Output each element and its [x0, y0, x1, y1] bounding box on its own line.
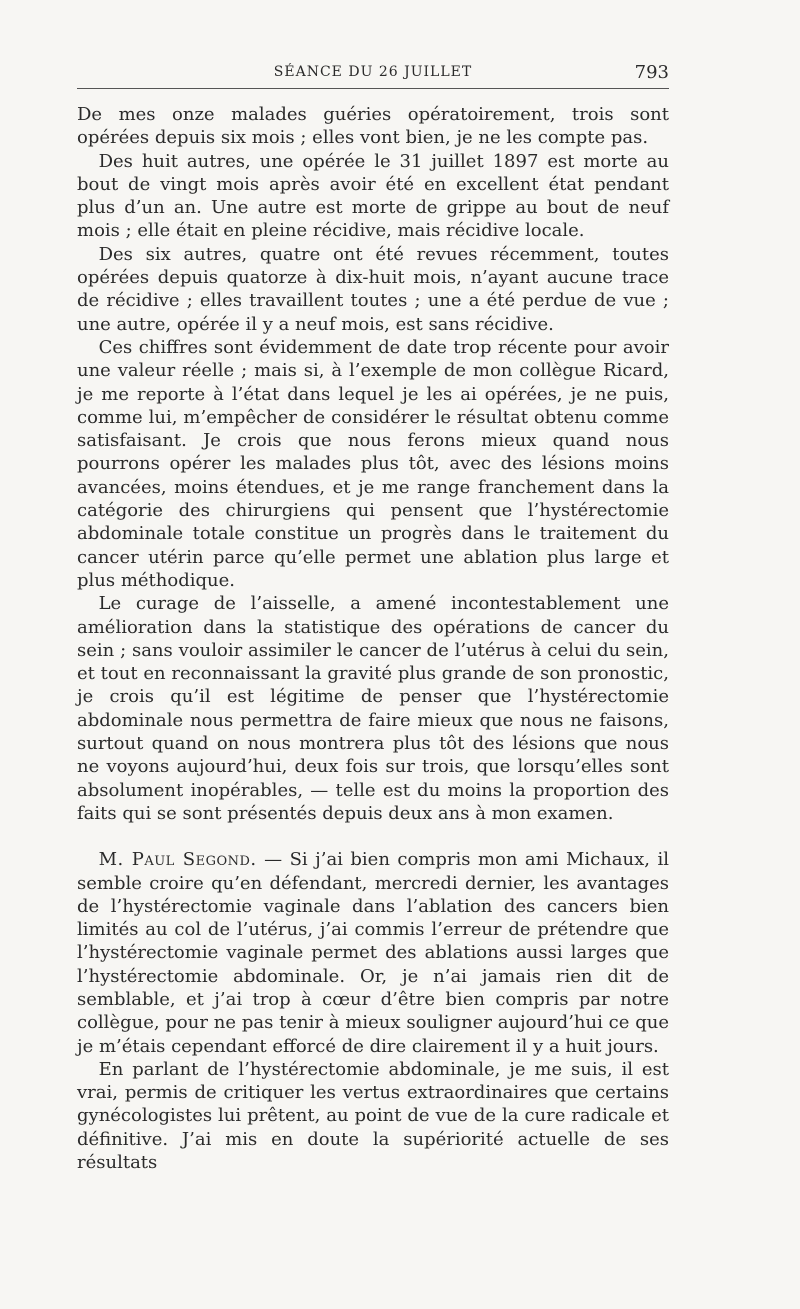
page-number: 793: [634, 62, 669, 83]
running-header: [77, 62, 669, 89]
running-title: SÉANCE DU 26 JUILLET: [273, 64, 473, 80]
paragraph: De mes onze malades guéries opératoirement, trois sont opérées depuis six mois ; elles vont bien, je ne les compte pas.: [77, 104, 669, 149]
speaker-text: — Si j’ai bien compris mon ami Michaux, il semble croire qu’en défendant, mercredi dernier, les avantages de l’hystérectomie vaginale dans l’ablation des cancers bien limités au col de l’utérus, j’ai commis l’erreur de prétendre que l’hystérectomie vaginale permet des ablations aussi larges que l’hystérectomie abdominale. Or, je n’ai jamais rien dit de semblable, et j’ai trop à cœur d’être bien compris par notre collègue, pour ne pas tenir à mieux souligner aujourd’hui ce que je m’étais cependant efforcé de dire clairement il y a huit jours.: [77, 849, 669, 1057]
page: [77, 62, 669, 1174]
body-text: [77, 103, 669, 1174]
paragraph: Des six autres, quatre ont été revues récemment, toutes opérées depuis quatorze à dix-huit mois, n’ayant aucune trace de récidive ; elles travaillent toutes ; une a été perdue de vue ; une autre, opérée il y a neuf mois, est sans récidive.: [77, 243, 669, 335]
paragraph: Des huit autres, une opérée le 31 juillet 1897 est morte au bout de vingt mois après avoir été en excellent état pendant plus d’un an. Une autre est morte de grippe au bout de neuf mois ; elle était en pleine récidive, mais récidive locale.: [77, 150, 669, 242]
speaker-paragraph: [77, 848, 669, 1058]
paragraph: Ces chiffres sont évidemment de date trop récente pour avoir une valeur réelle ; mais si, à l’exemple de mon collègue Ricard, je me reporte à l’état dans lequel je les ai opérées, je ne puis, comme lui, m’empêcher de considérer le résultat obtenu comme satisfaisant. Je crois que nous ferons mieux quand nous pourrons opérer les malades plus tôt, avec des lésions moins avancées, moins étendues, et je me range franchement dans la catégorie des chirurgiens qui pensent que l’hystérectomie abdominale totale constitue un progrès dans le traitement du cancer utérin parce qu’elle permet une ablation plus large et plus méthodique.: [77, 336, 669, 591]
paragraph: Le curage de l’aisselle, a amené incontestablement une amélioration dans la statistique des opérations de cancer du sein ; sans vouloir assimiler le cancer de l’utérus à celui du sein, et tout en reconnaissant la gravité plus grande de son pronostic, je crois qu’il est légitime de penser que l’hystérectomie abdominale nous permettra de faire mieux que nous ne faisons, surtout quand on nous montrera plus tôt des lésions que nous ne voyons aujourd’hui, deux fois sur trois, que lorsqu’elles sont absolument inopérables, — telle est du moins la proportion des faits qui se sont présentés depuis deux ans à mon examen.: [77, 593, 669, 824]
speaker-name: M. Paul Segond.: [98, 849, 257, 871]
paragraph: En parlant de l’hystérectomie abdominale, je me suis, il est vrai, permis de critiquer les vertus extraordinaires que certains gynécologistes lui prêtent, au point de vue de la cure radicale et définitive. J’ai mis en doute la supériorité actuelle de ses résultats: [77, 1058, 669, 1174]
